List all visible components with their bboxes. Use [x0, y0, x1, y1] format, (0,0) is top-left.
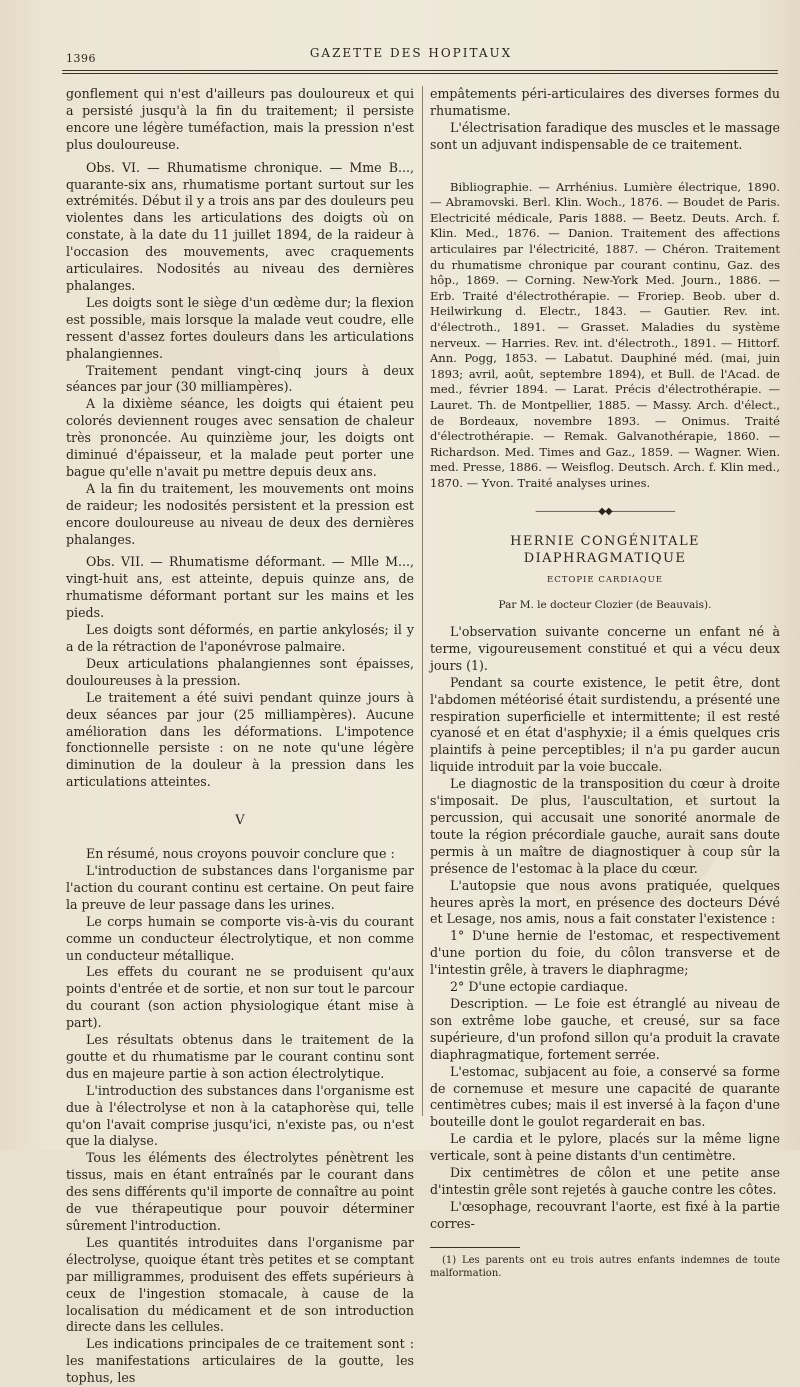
article-title: HERNIE CONGÉNITALE DIAPHRAGMATIQUE	[510, 534, 700, 567]
paragraph: L'observation suivante concerne un enfant né à terme, vigoureusement constitué et qui a vécu deux jours (1).	[430, 624, 780, 673]
paragraph: Les doigts sont déformés, en partie ankylosés; il y a de la rétraction de l'aponévrose palmaire.	[66, 622, 414, 654]
article-subtitle: ECTOPIE CARDIAQUE	[546, 575, 664, 586]
page-header	[62, 44, 760, 66]
paragraph: Tous les éléments des électrolytes pénètrent les tissus, mais en étant entraînés par le courant dans des sens différents qu'il importe de connaître au point de vue thérapeutique pour pouvoir déterminer sûrement l'introduction.	[66, 1150, 414, 1233]
paragraph: empâtements péri-articulaires des diverses formes du rhumatisme.	[430, 86, 780, 118]
paragraph: L'œsophage, recouvrant l'aorte, est fixé à la partie corres-	[430, 1198, 780, 1231]
paragraph: Le diagnostic de la transposition du cœur à droite s'imposait. De plus, l'auscultation, et surtout la percussion, qui accusait une sonorité anormale de toute la région précordiale gauche, aurait sans doute permis à un maître de diagnostiquer à coup sûr la présence de l'estomac à la place du cœur.	[430, 776, 780, 876]
paragraph: Le corps humain se comporte vis-à-vis du courant comme un conducteur électrolytique, et non comme un conducteur métallique.	[66, 913, 414, 963]
paragraph: L'estomac, subjacent au foie, a conservé sa forme de cornemuse et mesure une capacité de quarante centimètres cubes; mais il est inversé à la façon d'une bouteille dont le goulot regarderait en bas.	[430, 1063, 780, 1130]
paragraph: L'introduction de substances dans l'organisme par l'action du courant continu est certaine. On peut faire la preuve de leur passage dans les urines.	[66, 862, 414, 912]
paragraph: Les doigts sont le siège d'un œdème dur; la flexion est possible, mais lorsque la malade veut coudre, elle ressent d'assez fortes douleurs dans les articulations phalangiennes.	[66, 294, 414, 361]
footnote: (1) Les parents ont eu trois autres enfants indemnes de toute malformation.	[430, 1254, 780, 1279]
paragraph: En résumé, nous croyons pouvoir conclure que :	[86, 846, 395, 862]
paragraph: Description. — Le foie est étranglé au niveau de son extrême lobe gauche, et creusé, sur sa face supérieure, d'un profond sillon qu'a produit la cravate diaphragmatique, fortement serrée.	[430, 995, 780, 1062]
header-rule	[62, 70, 778, 71]
paragraph: 1° D'une hernie de l'estomac, et respectivement d'une portion du foie, du côlon transverse et de l'intestin grêle, à travers le diaphragme;	[430, 928, 780, 978]
left-column	[66, 86, 414, 1387]
paragraph: Le cardia et le pylore, placés sur la même ligne verticale, sont à peine distants d'un centimètre.	[430, 1131, 780, 1164]
paragraph: L'introduction des substances dans l'organisme est due à l'électrolyse et non à la cataphorèse qui, telle qu'on l'avait comprise jusqu'ici, n'existe pas, ou n'est que la dialyse.	[66, 1082, 414, 1149]
bibliography: Bibliographie. — Arrhénius. Lumière électrique, 1890. — Abramovski. Berl. Klin. Woch., 1876. — Boudet de Paris. Electricité médicale, Paris 1888. — Beetz. Deuts. Arch. f. Klin. Med., 1876. — Danion. Traitement des affections articulaires par l'électricité, 1887. — Chéron. Traitement du rhumatisme chronique par courant continu, Gaz. des hôp., 1869. — Corning. New-York Med. Journ., 1886. — Erb. Traité d'électrothérapie. — Froriep. Beob. uber d. Heilwirkung d. Electr., 1843. — Gautier. Rev. int. d'électroth., 1891. — Grasset. Maladies du système nerveux. — Harries. Rev. int. d'électroth., 1891. — Hittorf. Ann. Pogg, 1853. — Labatut. Dauphiné méd. (mai, juin 1893; avril, août, septembre 1894), et Bull. de l'Acad. de med., février 1894. — Larat. Précis d'électrothérapie. — Lauret. Th. de Montpellier, 1885. — Massy. Arch. d'élect., de Bordeaux, novembre 1893. — Onimus. Traité d'électrothérapie. — Remak. Galvanothérapie, 1860. — Richardson. Med. Times and Gaz., 1859. — Wagner. Wien. med. Presse, 1886. — Weisflog. Deutsch. Arch. f. Klin med., 1870. — Yvon. Traité analyses urines.	[430, 179, 780, 490]
paragraph: Deux articulations phalangiennes sont épaisses, douloureuses à la pression.	[66, 655, 414, 688]
right-column	[430, 86, 780, 1280]
paragraph: L'électrisation faradique des muscles et le massage sont un adjuvant indispensable de ce traitement.	[430, 119, 780, 152]
paragraph: L'autopsie que nous avons pratiquée, quelques heures après la mort, en présence des docteurs Dévé et Lesage, nos amis, nous a fait constater l'existence :	[430, 877, 780, 927]
paragraph: Les quantités introduites dans l'organisme par électrolyse, quoique étant très petites et se comptant par milligrammes, produisent des effets supérieurs à ceux de l'ingestion stomacale, à cause de la localisation du médicament et de son introduction directe dans les cellules.	[66, 1234, 414, 1335]
paragraph: Le traitement a été suivi pendant quinze jours à deux séances par jour (25 milliampères). Aucune amélioration dans les déformations. L'impotence fonctionnelle persiste : on ne note qu'une légère diminution de la douleur à la pression dans les articulations atteintes.	[66, 689, 414, 790]
journal-title: GAZETTE DES HOPITAUX	[309, 46, 513, 60]
paragraph: A la dixième séance, les doigts qui étaient peu colorés deviennent rouges avec sensation de chaleur très prononcée. Au quinzième jour, les doigts ont diminué d'épaisseur, et la malade peut porter une bague qu'elle n'avait pu mettre depuis deux ans.	[66, 396, 414, 479]
article-author: Par M. le docteur Clozier (de Beauvais).	[498, 599, 712, 612]
column-divider	[422, 86, 423, 1116]
observation-vii: Obs. VII. — Rhumatisme déformant. — Mlle M..., vingt-huit ans, est atteinte, depuis quinze ans, de rhumatisme déformant portant sur les mains et les pieds.	[66, 554, 414, 621]
paragraph: 2° D'une ectopie cardiaque.	[450, 979, 629, 995]
observation-vi: Obs. VI. — Rhumatisme chronique. — Mme B..., quarante-six ans, rhumatisme portant surtout sur les extrémités. Début il y a trois ans par des douleurs peu violentes dans les articulations des doigts où on constate, à la date du 11 juillet 1894, de la raideur à l'occasion des mouvements, avec craquements articulaires. Nodosités au niveau des dernières phalanges.	[66, 159, 414, 293]
header-rule	[62, 73, 778, 74]
paragraph: Pendant sa courte existence, le petit être, dont l'abdomen météorisé était surdistendu, a présenté une respiration superficielle et intermittente; il est resté cyanosé et en état d'asphyxie; il a émis quelques cris plaintifs à peine perceptibles; il n'a pu garder aucun liquide introduit par la voie buccale.	[430, 674, 780, 775]
paragraph: Dix centimètres de côlon et une petite anse d'intestin grêle sont rejetés à gauche contre les côtes.	[430, 1165, 780, 1197]
paragraph: Les indications principales de ce traitement sont : les manifestations articulaires de la goutte, les tophus, les	[66, 1336, 414, 1386]
paragraph: Traitement pendant vingt-cinq jours à deux séances par jour (30 milliampères).	[66, 362, 414, 395]
paragraph: Les effets du courant ne se produisent qu'aux points d'entrée et de sortie, et non sur tout le parcour du courant (son action physiologique étant mise à part).	[66, 964, 414, 1031]
paragraph: gonflement qui n'est d'ailleurs pas douloureux et qui a persisté jusqu'à la fin du traitement; il persiste encore une légère tuméfaction, mais la pression n'est plus douloureuse.	[66, 86, 414, 152]
page-number: 1396	[66, 52, 96, 65]
section-heading: V	[235, 813, 245, 829]
paragraph: Les résultats obtenus dans le traitement de la goutte et du rhumatisme par le courant continu sont dus en majeure partie à son action électrolytique.	[66, 1032, 414, 1081]
ornament-divider: ———————◆◆———————	[535, 505, 675, 517]
paragraph: A la fin du traitement, les mouvements ont moins de raideur; les nodosités persistent et la pression est encore douloureuse au niveau de deux des dernières phalanges.	[66, 480, 414, 547]
footnote-rule	[430, 1247, 520, 1248]
